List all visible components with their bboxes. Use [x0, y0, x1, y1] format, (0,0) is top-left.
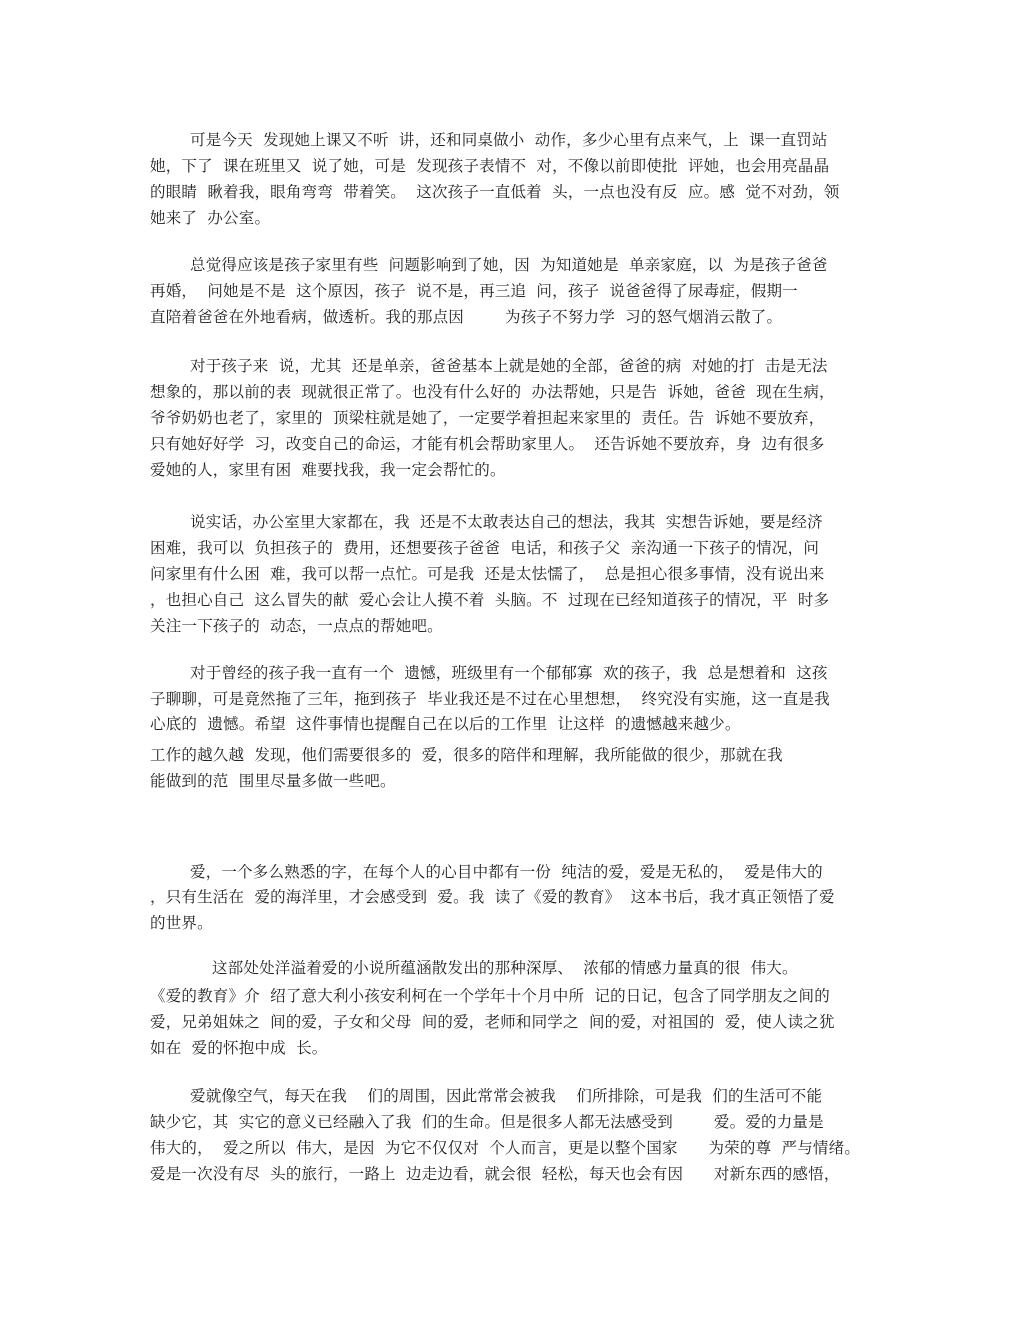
text-line: 心底的 遗憾。希望 这件事情也提醒自己在以后的工作里 让这样 的遗憾越来越少。	[150, 715, 741, 733]
text-line: ，只有生活在 爱的海洋里，才会感受到 爱。我 读了《爱的教育》 这本书后，我才真正领悟了爱	[150, 888, 835, 906]
text-line: 再婚， 问她是不是 这个原因，孩子 说不是，再三追 问，孩子 说爸爸得了尿毒症，假期一	[150, 282, 798, 300]
text-line: 困难，我可以 负担孩子的 费用，还想要孩子爸爸 电话，和孩子父 亲沟通一下孩子的情况，问	[150, 539, 820, 557]
text-line: ，也担心自己 这么冒失的献 爱心会让人摸不着 头脑。不 过现在已经知道孩子的情况，平 时多	[150, 591, 830, 609]
text-line: 对于曾经的孩子我一直有一个 遗憾，班级里有一个郁郁寡 欢的孩子，我 总是想着和 这孩	[190, 664, 828, 682]
text-line: 她，下了 课在班里又 说了她，可是 发现孩子表情不 对，不像以前即使批 评她，也会用亮晶晶	[150, 157, 830, 175]
text-line: 可是今天 发现她上课又不听 讲，还和同桌做小 动作，多少心里有点来气，上 课一直罚站	[190, 131, 828, 149]
text-line: 这部处处洋溢着爱的小说所蕴涵散发出的那种深厚、 浓郁的情感力量真的很 伟大。	[212, 959, 798, 977]
text-line: 爱就像空气，每天在我 们的周围，因此常常会被我 们所排除，可是我 们的生活可不能	[190, 1087, 823, 1105]
text-line: 缺少它，其 实它的意义已经融入了我 们的生命。但是很多人都无法感受到 爱。爱的力量是	[150, 1113, 824, 1131]
text-line: 直陪着爸爸在外地看病，做透析。我的那点因 为孩子不努力学 习的怒气烟消云散了。	[150, 308, 783, 326]
text-line: 爱，一个多么熟悉的字，在每个人的心目中都有一份 纯洁的爱，爱是无私的， 爱是伟大的	[190, 863, 823, 881]
text-line: 如在 爱的怀抱中成 长。	[150, 1039, 328, 1057]
text-line: 关注一下孩子的 动态，一点点的帮她吧。	[150, 617, 443, 635]
text-line: 她来了 办公室。	[150, 209, 271, 227]
text-line: 工作的越久越 发现，他们需要很多的 爱，很多的陪伴和理解，我所能做的很少，那就在我	[150, 746, 783, 764]
text-line: 爱是一次没有尽 头的旅行，一路上 边走边看，就会很 轻松，每天也会有因 对新东西的感悟，	[150, 1165, 840, 1183]
text-line: 对于孩子来 说，尤其 还是单亲，爸爸基本上就是她的全部，爸爸的病 对她的打 击是无法	[190, 357, 828, 375]
text-line: 爷爷奶奶也老了，家里的 顶梁柱就是她了，一定要学着担起来家里的 责任。告 诉她不要放弃，	[150, 409, 825, 427]
text-line: 的世界。	[150, 914, 213, 932]
text-line: 只有她好好学 习，改变自己的命运，才能有机会帮助家里人。 还告诉她不要放弃，身 边有很多	[150, 435, 825, 453]
text-line: 想象的，那以前的表 现就很正常了。也没有什么好的 办法帮她，只是告 诉她，爸爸 现在生病，	[150, 383, 835, 401]
text-line: 的眼睛 瞅着我，眼角弯弯 带着笑。 这次孩子一直低着 头，一点也没有反 应。感 觉不对劲，领	[150, 183, 840, 201]
text-line: 伟大的， 爱之所以 伟大，是因 为它不仅仅对 个人而言，更是以整个国家 为荣的尊 严与情绪。	[150, 1139, 861, 1157]
text-line: 子聊聊，可是竟然拖了三年，拖到孩子 毕业我还是不过在心里想想， 终究没有实施，这一直是我	[150, 690, 830, 708]
text-line: 爱，兄弟姐妹之 间的爱，子女和父母 间的爱，老师和同学之 间的爱，对祖国的 爱，使人读之犹	[150, 1013, 835, 1031]
text-line: 问家里有什么困 难，我可以帮一点忙。可是我 还是太怯懦了， 总是担心很多事情，没有说出来	[150, 565, 825, 583]
text-line: 能做到的范 围里尽量多做一些吧。	[150, 772, 396, 790]
text-line: 爱她的人，家里有困 难要找我，我一定会帮忙的。	[150, 461, 506, 479]
text-line: 总觉得应该是孩子家里有些 问题影响到了她，因 为知道她是 单亲家庭，以 为是孩子爸爸	[190, 256, 828, 274]
text-line: 《爱的教育》介 绍了意大利小孩安利柯在一个学年十个月中所 记的日记，包含了同学朋友之间的	[150, 987, 830, 1005]
text-line: 说实话，办公室里大家都在，我 还是不太敢表达自己的想法，我其 实想告诉她，要是经济	[190, 513, 823, 531]
